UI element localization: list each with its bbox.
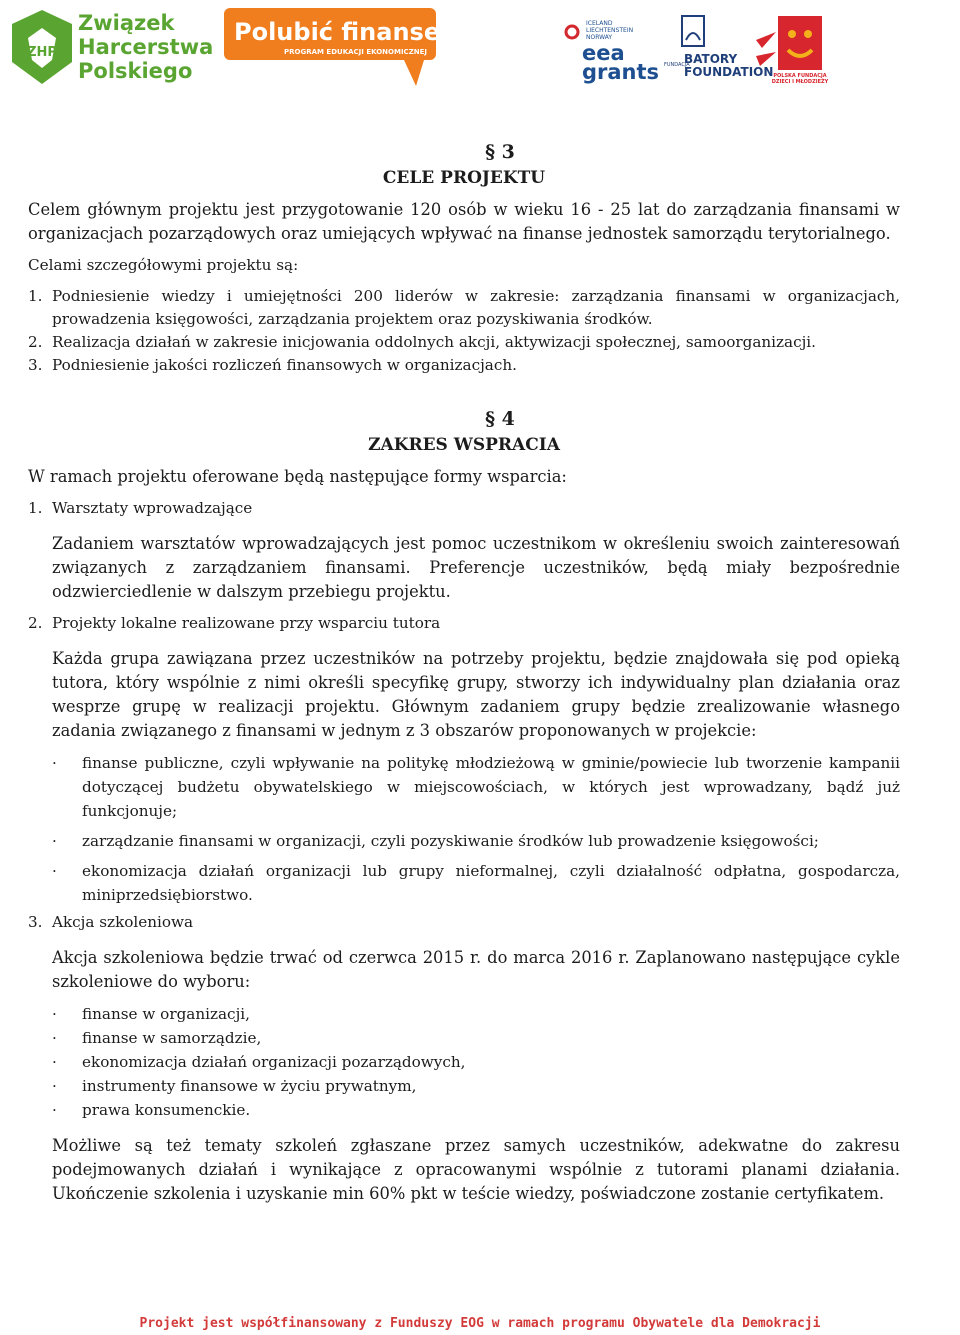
list-item-text: ekonomizacja działań organizacji pozarządowych, [82,1053,466,1071]
eea-line1: eea [582,41,625,65]
svg-text:ZHP: ZHP [27,45,57,60]
list-item [52,859,900,907]
goal-number: 2. [28,333,43,351]
eea-grants-logo [560,16,660,86]
support-form-heading [28,497,900,520]
list-item [52,1098,900,1122]
funding-footer: Projekt jest współfinansowany z Funduszy EOG w ramach programu Obywatele dla Demokracji [139,1316,821,1331]
goals-label: Celami szczegółowymi projektu są: [28,256,299,274]
eea-country-3: NORWAY [586,34,613,41]
zhp-line1: Związek [78,11,175,35]
bullet-dot: · [52,832,57,850]
list-item [52,751,900,823]
polubic-finanse-logo [224,6,440,92]
support-form-heading [28,911,900,934]
list-item-text: prawa konsumenckie. [82,1101,251,1119]
support-form-label: Akcja szkoleniowa [52,913,194,931]
bullet-dot: · [52,1101,57,1119]
list-item [52,1050,900,1074]
zhp-line2: Harcerstwa [78,35,214,59]
zhp-logo [6,4,214,92]
goal-text: Podniesienie jakości rozliczeń finansowych w organizacjach. [52,356,517,374]
list-item-text: finanse publiczne, czyli wpływanie na politykę młodzieżową w gminie/powiecie lub tworzenie kampanii dotyczącej budżetu obywatelskiego w miejscowościach, w których jest wprowadzany, bądź już funkcjonuje; [82,754,900,820]
goal-item [28,354,900,377]
local-projects-description: Każda grupa zawiązana przez uczestników na potrzeby projektu, będzie znajdowała się pod opieką tutora, który wspólnie z nimi określi specyfikę grupy, stworzy ich indywidualny plan działania oraz wesprze grupę w realizacji projektu. Głównym zadaniem grupy będzie zrealizowanie własnego zadania związanego z finansami w jednym z 3 obszarów proponowanych w projekcie: [52,649,900,740]
eea-country-1: ICELAND [586,20,613,27]
pf-line2: DZIECI I MŁODZIEŻY [771,79,829,85]
batory-line2: FOUNDATION [684,65,774,79]
support-form-heading [28,612,900,635]
batory-line1: BATORY [684,52,738,66]
list-item [52,1074,900,1098]
section-3-sign: § 3 [485,141,515,163]
polubic-title: Polubić finanse [234,18,441,46]
list-item-text: zarządzanie finansami w organizacji, czyli pozyskiwanie środków lub prowadzenie księgowości; [82,832,819,850]
project-areas-list [28,751,900,907]
goal-number: 3. [28,356,43,374]
document-body [28,130,900,1206]
logo-bar [0,0,960,100]
bullet-dot: · [52,1077,57,1095]
support-form-label: Warsztaty wprowadzające [52,499,253,517]
pf-line1: POLSKA FUNDACJA [773,73,827,79]
bullet-dot: · [52,1053,57,1071]
support-form-label: Projekty lokalne realizowane przy wsparciu tutora [52,614,441,632]
eea-line2: grants [582,60,660,84]
workshops-description: Zadaniem warsztatów wprowadzających jest pomoc uczestnikom w określeniu swoich zainteresowań związanych z zarządzaniem finansami. Preferencje uczestników, będą miały bezpośrednie odzwierciedlenie w dalszym przebiegu projektu. [52,534,900,601]
zhp-line3: Polskiego [78,59,193,83]
section-3-intro: Celem głównym projektu jest przygotowanie 120 osób w wieku 16 - 25 lat do zarządzania finansami w organizacjach pozarządowych oraz umiejących wpływać na finanse jednostek samorządu terytorialnego. [28,200,900,243]
list-item-text: instrumenty finansowe w życiu prywatnym, [82,1077,417,1095]
list-item-text: finanse w organizacji, [82,1005,250,1023]
support-form-number: 3. [28,913,43,931]
training-description: Akcja szkoleniowa będzie trwać od czerwca 2015 r. do marca 2016 r. Zaplanowano następujące cykle szkoleniowe do wyboru: [52,948,900,991]
list-item [52,1026,900,1050]
training-cycles-list [28,1002,900,1122]
goal-number: 1. [28,287,43,305]
bullet-dot: · [52,862,57,880]
goal-text: Podniesienie wiedzy i umiejętności 200 liderów w zakresie: zarządzania finansami w organizacjach, prowadzenia księgowości, zarządzania projektem oraz pozyskiwania środków. [52,287,900,328]
section-4-title: ZAKRES WSPRACIA [368,435,560,455]
section-3-title: CELE PROJEKTU [382,168,546,188]
bullet-dot: · [52,754,57,772]
section-4-intro: W ramach projektu oferowane będą następujące formy wsparcia: [28,467,567,486]
goal-item [28,331,900,354]
list-item-text: finanse w samorządzie, [82,1029,262,1047]
polska-fundacja-logo [756,12,836,88]
support-form-number: 2. [28,614,43,632]
bullet-dot: · [52,1005,57,1023]
polubic-subtitle: PROGRAM EDUKACJI EKONOMICZNEJ [284,48,428,56]
bullet-dot: · [52,1029,57,1047]
list-item-text: ekonomizacja działań organizacji lub grupy nieformalnej, czyli działalność odpłatna, gospodarcza, miniprzedsiębiorstwo. [82,862,900,904]
goal-item [28,285,900,331]
goal-text: Realizacja działań w zakresie inicjowania oddolnych akcji, aktywizacji społecznej, samoorganizacji. [52,333,816,351]
section-4-sign: § 4 [485,408,515,430]
support-form-number: 1. [28,499,43,517]
training-closing: Możliwe są też tematy szkoleń zgłaszane przez samych uczestników, adekwatne do zakresu podejmowanych działań i wynikające z opracowanymi wspólnie z tutorami planami działania. Ukończenie szkolenia i uzyskanie min 60% pkt w teście wiedzy, poświadczone zostanie certyfikatem. [52,1136,900,1203]
eea-country-2: LIECHTENSTEIN [586,27,634,34]
batory-foundation-logo [664,14,774,84]
batory-prefix: FUNDACJA [664,62,690,68]
list-item [52,1002,900,1026]
list-item [52,829,900,853]
